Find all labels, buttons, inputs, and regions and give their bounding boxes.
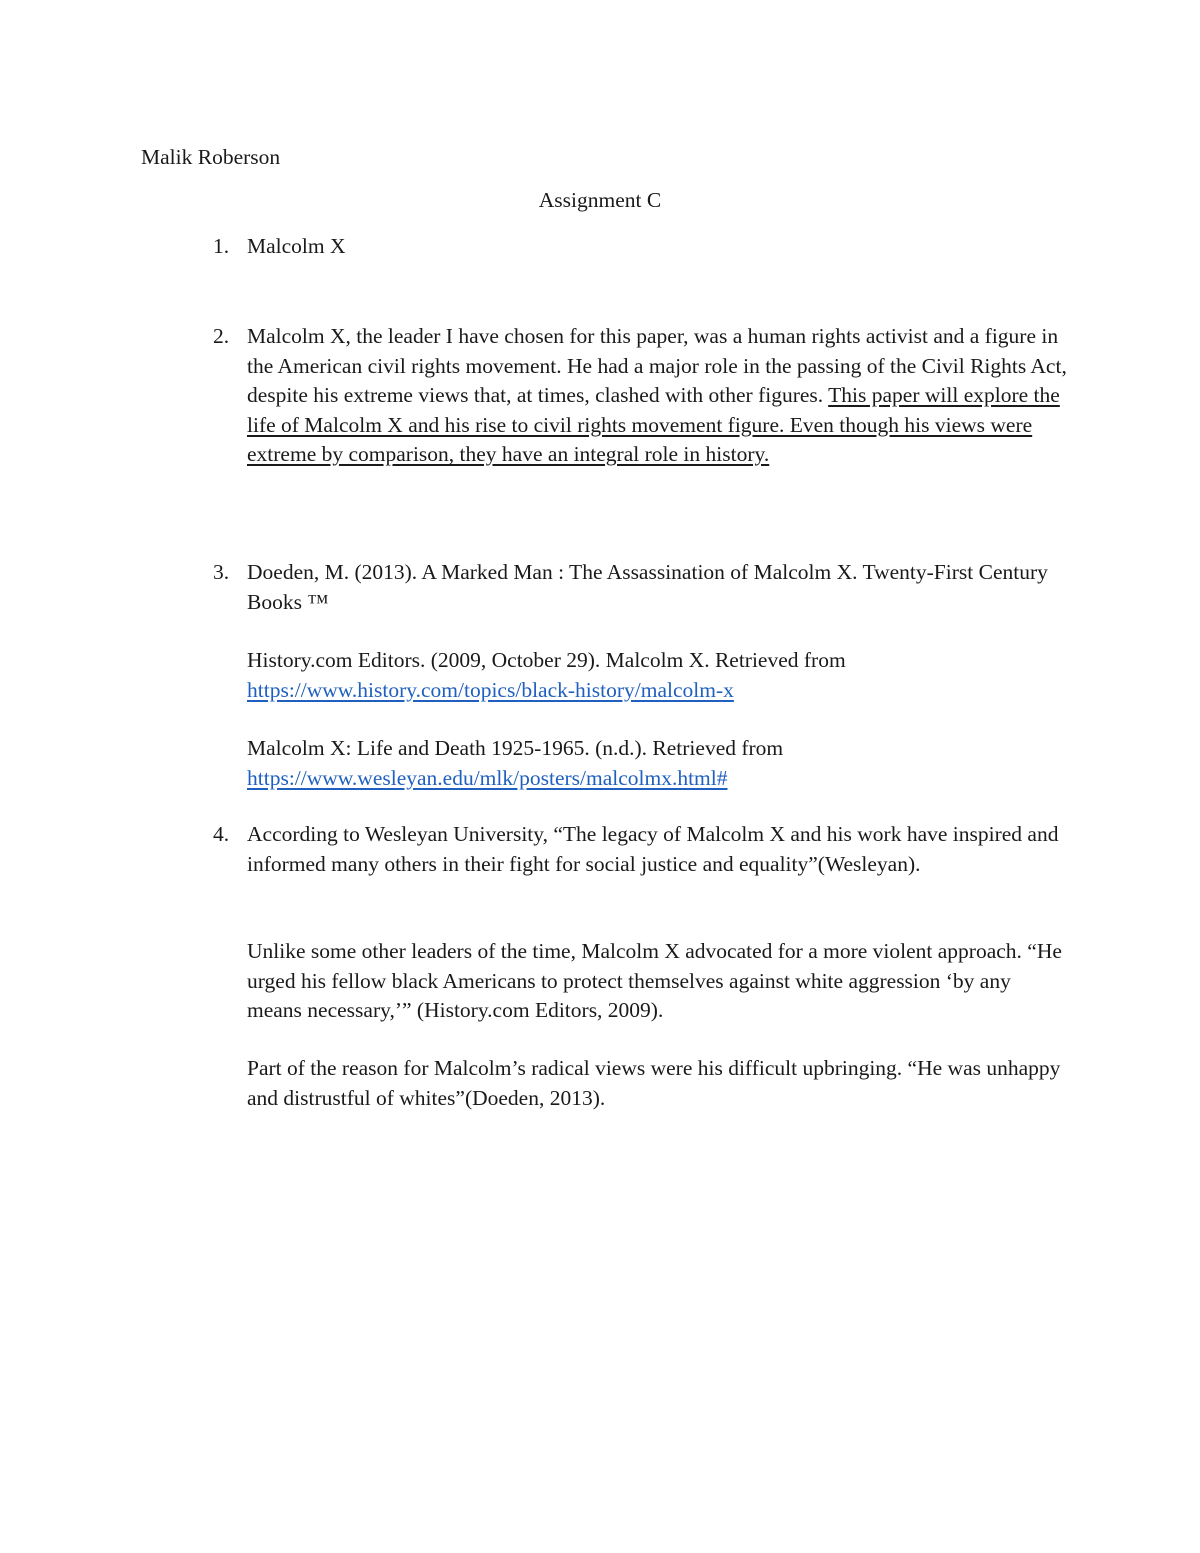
list-number: 1. (213, 234, 230, 258)
paragraph: According to Wesleyan University, “The legacy of Malcolm X and his work have inspired and informed many others in their fight for social justice and equality”(Wesleyan). (247, 822, 1059, 876)
reference-link[interactable]: https://www.history.com/topics/black-history/malcolm-x (247, 677, 734, 702)
reference-1: Doeden, M. (2013). A Marked Man : The Assassination of Malcolm X. Twenty-First Century Books ™ (247, 560, 1048, 614)
reference-link[interactable]: https://www.wesleyan.edu/mlk/posters/malcolmx.html# (247, 765, 728, 790)
reference-text: Malcolm X: Life and Death 1925-1965. (n.d.). Retrieved from (247, 736, 784, 760)
reference-3 (247, 734, 1067, 793)
introduction-paragraph (247, 322, 1067, 470)
author-name: Malik Roberson (141, 145, 281, 169)
paragraph: Unlike some other leaders of the time, Malcolm X advocated for a more violent approach. “He urged his fellow black Americans to protect themselves against white aggression ‘by any means necessary,’” (History.com Editors, 2009). (247, 939, 1062, 1022)
document-title: Assignment C (538, 188, 662, 212)
paragraph: Part of the reason for Malcolm’s radical views were his difficult upbringing. “He was unhappy and distrustful of whites”(Doeden, 2013). (247, 1056, 1061, 1110)
list-number: 2. (213, 324, 230, 348)
list-number: 3. (213, 560, 230, 584)
list-number: 4. (213, 822, 230, 846)
intro-text: Malcolm X, the leader I have chosen for this paper, was a human rights activist and a figure in the American civil rights movement. He had a major role in the passing of the Civil Rights Act, despite his extreme views that, at times, clashed with other figures. (247, 324, 1067, 407)
reference-text: History.com Editors. (2009, October 29). Malcolm X. Retrieved from (247, 648, 846, 672)
reference-2 (247, 646, 1067, 705)
thesis-statement: This paper will explore the life of Malcolm X and his rise to civil rights movement figure. Even though his views were extreme by comparison, they have an integral role in history. (247, 383, 1060, 466)
topic-text: Malcolm X (247, 234, 346, 258)
